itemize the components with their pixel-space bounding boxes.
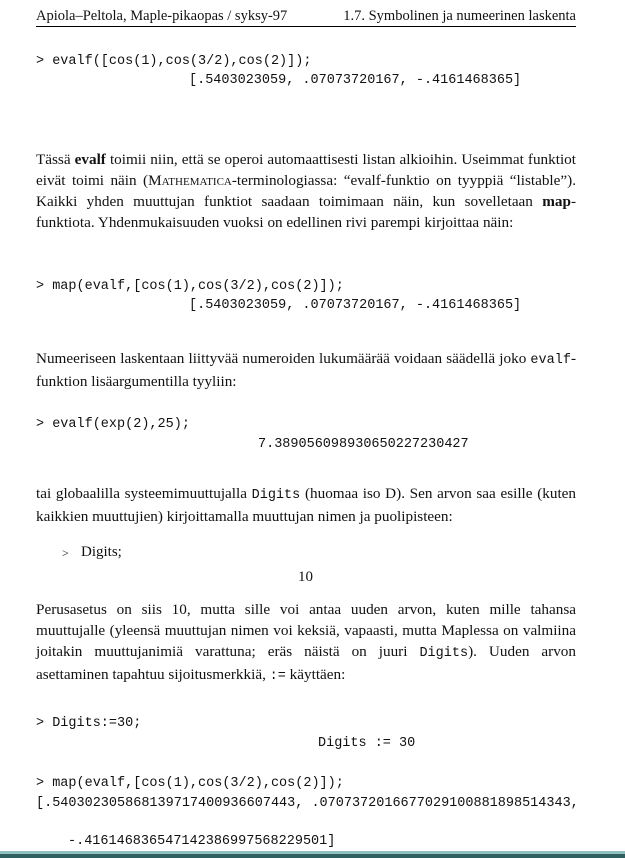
code-term: Digits <box>251 488 301 503</box>
bold-term: map <box>542 193 571 210</box>
footer-bar-dark <box>0 854 625 858</box>
bold-term: evalf <box>74 151 106 168</box>
paragraph-4 <box>36 599 576 687</box>
maple-output-2: [.5403023059, .07073720167, -.4161468365] <box>189 298 522 313</box>
maple-input-6: > map(evalf,[cos(1),cos(3/2),cos(2)]); <box>36 776 344 791</box>
paragraph-1 <box>36 149 576 233</box>
text: -funktion lisäargumentilla tyyliin: <box>36 350 576 390</box>
maple-output-6-line1: [.540302305868139717400936607443, .0707372016677029100881898514343, <box>36 796 579 811</box>
maple-output-6-line2: -.416146836547142386997568229501] <box>68 834 336 849</box>
code-term: Digits <box>419 646 469 661</box>
prompt-symbol: > <box>62 546 69 560</box>
text: toimii niin, että se operoi automaattisesti listan alkioihin. Useimmat funktiot eivät toimi näin ( <box>36 151 576 189</box>
maple-output-1: [.5403023059, .07073720167, -.4161468365] <box>189 73 522 88</box>
smallcaps-term: Mathematica <box>148 172 232 189</box>
text: käyttäen: <box>289 666 346 683</box>
paragraph-3 <box>36 483 576 527</box>
maple-input-3: > evalf(exp(2),25); <box>36 417 190 432</box>
text: Numeeriseen laskentaan liittyvää numeroiden lukumäärää voidaan säädellä joko <box>36 350 531 367</box>
text: ). Uuden arvon asettaminen tapahtuu sijoitusmerkkiä, <box>36 643 576 683</box>
maple-input-4: Digits; <box>81 544 122 560</box>
maple-input-5: > Digits:=30; <box>36 716 142 731</box>
text: (huomaa iso D). Sen arvon saa esille (kuten kaikkien muuttujien) kirjoittamalla muuttujan nimen ja puolipisteen: <box>36 485 576 525</box>
text: Perusasetus on siis 10, mutta sille voi antaa uuden arvon, kuten mille tahansa muuttujalle (yleensä muuttujan nimen voi keksiä, vapaasti, mutta Maplessa on valmiina joitakin muuttujanimiä varattuna; eräs näistä on juuri <box>36 601 576 660</box>
header-right: 1.7. Symbolinen ja numeerinen laskenta <box>343 8 576 24</box>
maple-output-5: Digits := 30 <box>318 736 416 751</box>
maple-output-4: 10 <box>298 569 313 585</box>
text: -terminologiassa: “evalf-funktio on tyyppiä “listable”). Kaikki yhden muuttujan funktiot saadaan toimimaan näin, kun sovelletaan <box>36 172 576 210</box>
maple-input-2: > map(evalf,[cos(1),cos(3/2),cos(2)]); <box>36 279 344 294</box>
text: Tässä <box>36 151 75 168</box>
code-term: := <box>269 669 286 684</box>
code-term: evalf <box>530 353 571 368</box>
text: -funktiota. Yhdenmukaisuuden vuoksi on edellinen rivi parempi kirjoittaa näin: <box>36 193 576 231</box>
maple-output-3: 7.389056098930650227230427 <box>258 437 469 452</box>
paragraph-2 <box>36 348 576 392</box>
text: tai globaalilla systeemimuuttujalla <box>36 485 252 502</box>
maple-input-1: > evalf([cos(1),cos(3/2),cos(2)]); <box>36 54 312 69</box>
header-left: Apiola–Peltola, Maple-pikaopas / syksy-97 <box>36 8 288 24</box>
running-header <box>36 6 576 27</box>
